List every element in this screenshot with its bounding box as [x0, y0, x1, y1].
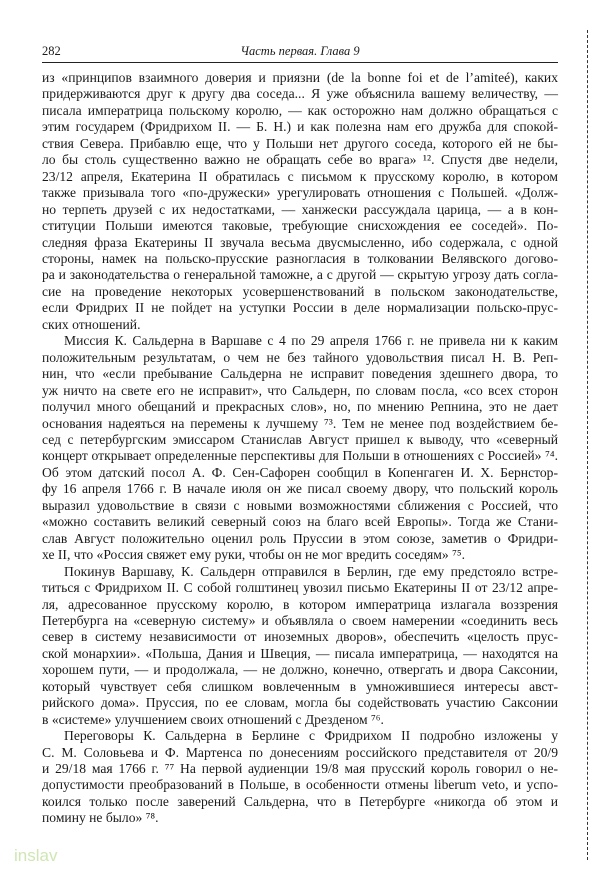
text-line: помину не было» ⁷⁸.	[42, 810, 159, 826]
paragraph	[42, 333, 558, 563]
text-line: ра и законодательства о генеральной таможне, а с другой — скрытую угрозу дать согла-	[42, 267, 558, 283]
page-edge-line	[587, 30, 588, 860]
text-line: получил много обещаний и прекрасных слов», но, по мнению Репнина, это не дает	[42, 399, 558, 415]
text-line: из «принципов взаимного доверия и приязни (de la bonne foi et de l’amiteé), каких	[42, 70, 558, 85]
text-line: ской монархии». «Польша, Дания и Швеция, — писала императрица, — находятся на	[42, 645, 558, 661]
text-line: коился только после заверений Сальдерна, что в Петербурге «никогда об этом и	[42, 793, 558, 809]
text-line: но терпеть друзей с их недостатками, — ханжески рассуждала царица, — а в кон-	[42, 201, 558, 217]
text-line: ствия Севера. Прибавлю еще, что у Польши нет другого соседа, которого ей не бы-	[42, 135, 558, 151]
text-line: Об этом датский посол А. Ф. Сен-Сафорен сообщил в Копенгаген И. Х. Бернстор-	[42, 464, 558, 480]
paragraph	[42, 70, 558, 333]
text-line: ских отношений.	[42, 316, 141, 332]
text-line: также призывала того «по-дружески» урегулировать отношения с Польшей. «Долж-	[42, 185, 558, 201]
text-line: слав Август положительно оценил роль Пруссии в этом союзе, заметив о Фридри-	[42, 530, 558, 546]
text-line: допустимости преобразований в Польше, в особенности отмены liberum veto, и успо-	[42, 777, 558, 793]
page-number: 282	[42, 44, 61, 58]
text-line: выразил удовольствие в связи с новыми возможностями сближения с Россией, что	[42, 497, 558, 513]
text-line: в «системе» улучшением своих отношений с Дрезденом ⁷⁶.	[42, 711, 384, 727]
text-line: сие на проведение некоторых усовершенствований в польском законодательстве,	[42, 283, 558, 299]
text-line: стороны, намек на польско-прусские разногласия в толковании Велявского догово-	[42, 250, 558, 266]
running-title: Часть первая. Глава 9	[240, 44, 360, 58]
text-line: придерживаются друг к другу два соседа... Я уже объяснила вашему величеству, —	[42, 86, 558, 102]
text-line: Миссия К. Сальдерна в Варшаве с 4 по 29 апреля 1766 г. не привела ни к каким	[64, 333, 558, 349]
text-line: положительным результатам, о чем не без тайного удовольствия писал Н. В. Реп-	[42, 349, 558, 365]
text-line: фу 16 апреля 1766 г. В начале июля он же писал своему двору, что польский король	[42, 481, 558, 497]
text-line: ституции Польши имеются таковые, требующие снисхождения ее соседей». По-	[42, 218, 558, 234]
text-line: ло бы столь существенно важно не обращать себе во врага» ¹². Спустя две недели,	[42, 152, 558, 168]
text-line: уж ничто на свете его не исправит», что Сальдерн, по словам посла, «со всех сторон	[42, 382, 558, 398]
text-line: титься с Фридрихом II. С собой голштинец увозил письмо Екатерины II от 23/12 апре-	[42, 580, 558, 596]
text-line: Переговоры К. Сальдерна в Берлине с Фридрихом II подробно изложены у	[64, 728, 558, 744]
paragraph	[42, 564, 558, 729]
text-line: писала императрица польскому королю, — как осторожно нам должно обращаться с	[42, 102, 558, 118]
text-line: следняя фраза Екатерины II звучала весьма двусмысленно, ибо содержала, с одной	[42, 234, 558, 250]
text-line: рийского дома». Пруссия, по ее словам, могла бы содействовать участию Саксонии	[42, 695, 558, 711]
page-body	[42, 70, 558, 827]
text-line: С. М. Соловьева и Ф. Мартенса по донесениям российского представителя от 20/9	[42, 744, 558, 760]
text-line: если Фридрих II не пойдет на уступки России в деле нормализации польско-прус-	[42, 300, 558, 316]
text-line: север в систему независимости от иноземных дворов», обеспечить «целость прус-	[42, 629, 558, 645]
text-line: и 29/18 мая 1766 г. ⁷⁷ На первой аудиенции 19/8 мая прусский король говорил о не-	[42, 761, 558, 777]
text-line: 23/12 апреля, Екатерина II обратилась с письмом к прусскому королю, в котором	[42, 168, 558, 184]
text-line: Покинув Варшаву, К. Сальдерн отправился в Берлин, где ему предстояло встре-	[64, 563, 558, 579]
text-line: Петербурга на «северную систему» и объявляла о своем намерении «соединить весь	[42, 612, 558, 628]
text-line: концерт открывает определенные перспективы для Польши в отношениях с Россией» ⁷⁴.	[42, 448, 558, 464]
page-header	[42, 40, 558, 63]
text-line: этим государем (Фридрихом II. — Б. Н.) и как полезна нам его дружба для спокой-	[42, 119, 558, 135]
text-line: хорошем пути, — и продолжала, — не должно, конечно, отвергать и двора Саксонии,	[42, 662, 558, 678]
text-line: который чувствует себя слишком вовлеченным в умножившиеся интересы авст-	[42, 678, 558, 694]
text-line: хе II, что «Россия свяжет ему руки, чтобы он не мог вредить соседям» ⁷⁵.	[42, 547, 465, 563]
text-line: ля, адресованное прусскому королю, в котором императрица излагала воззрения	[42, 596, 558, 612]
paragraph	[42, 728, 558, 827]
text-line: сед с петербургским эмиссаром Станислав Август пришел к выводу, что «северный	[42, 431, 558, 447]
watermark: inslav	[14, 846, 58, 865]
text-line: нин, что «если пребывание Сальдерна не исправит поведения здешнего двора, то	[42, 366, 558, 382]
text-line: основания надеяться на перемены к лучшему ⁷³. Тем не менее под воздействием бе-	[42, 415, 558, 431]
text-line: «можно составить великий северный союз на благо всей Европы». Тогда же Стани-	[42, 514, 558, 530]
